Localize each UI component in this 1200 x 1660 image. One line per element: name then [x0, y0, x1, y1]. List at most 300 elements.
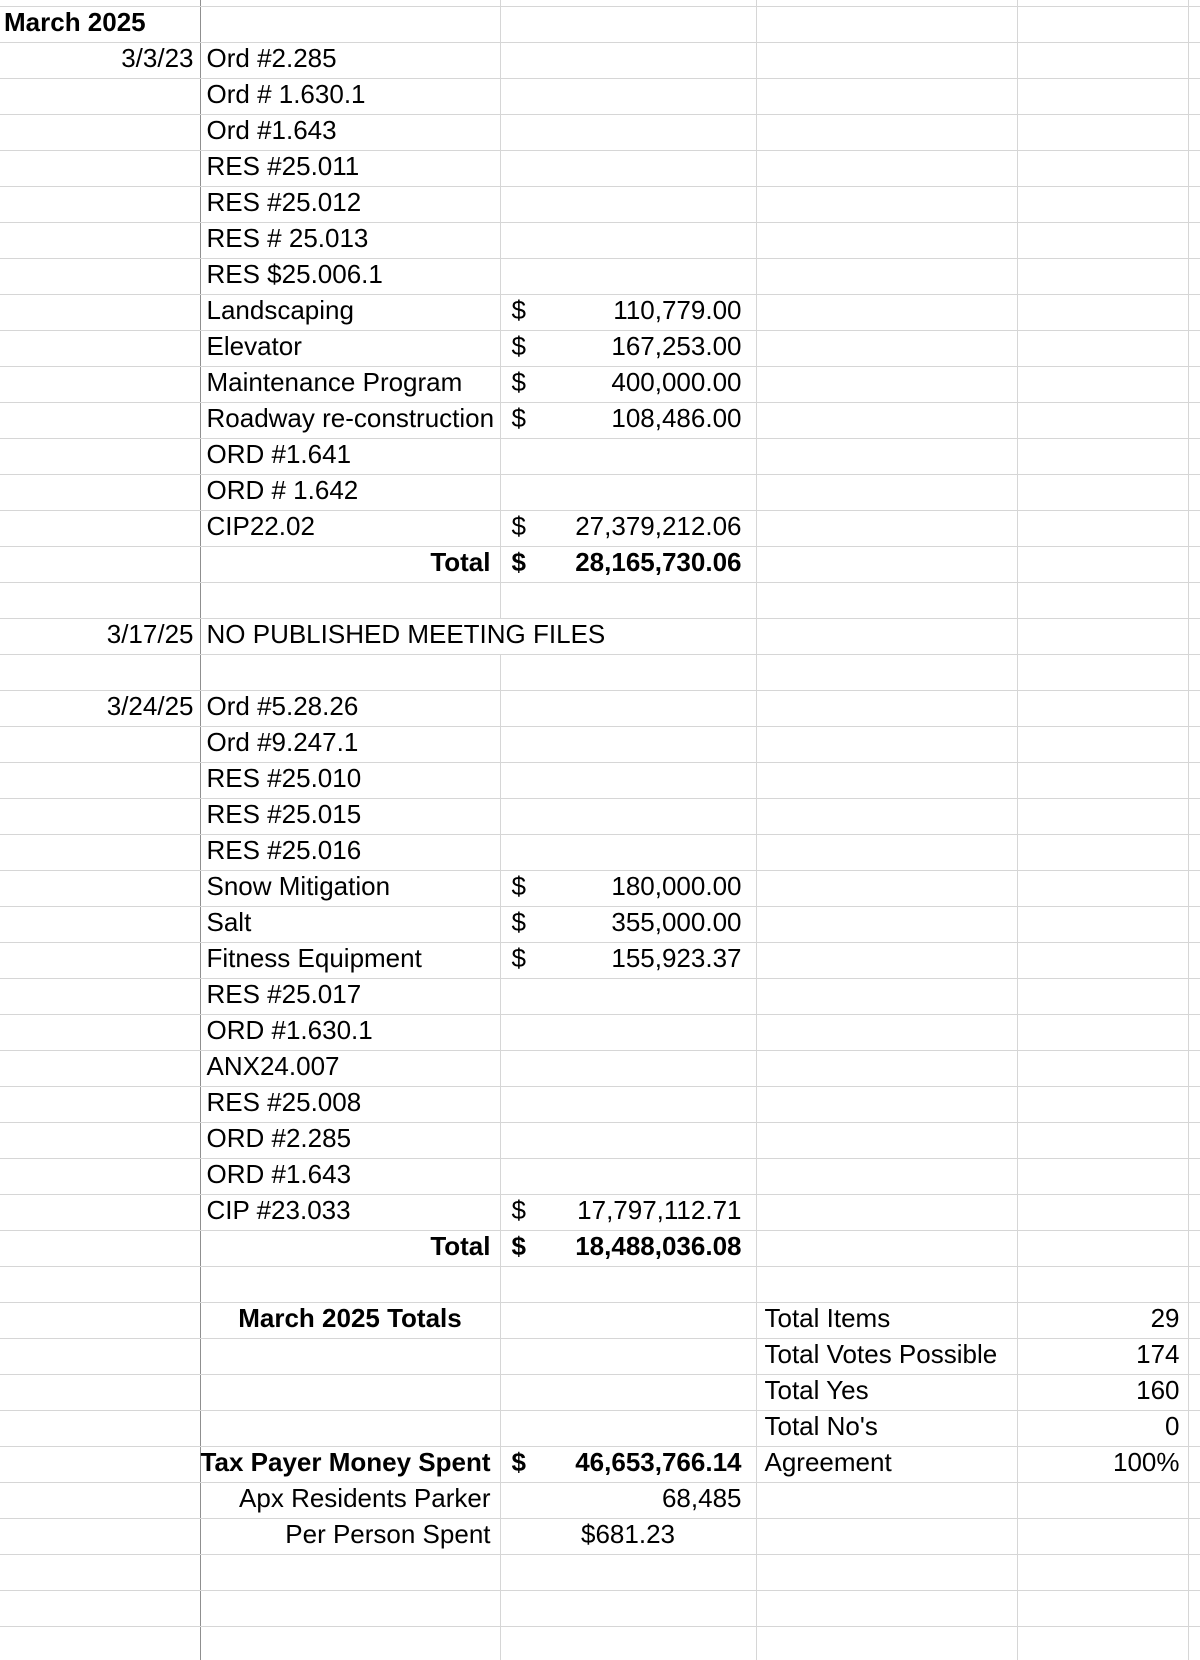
cell-stat-label[interactable] [756, 510, 1017, 546]
cell-stat-value[interactable] [1017, 186, 1188, 222]
cell-amount[interactable] [500, 1230, 756, 1266]
cell-stat-value[interactable] [1017, 906, 1188, 942]
cell-stat-label[interactable] [756, 546, 1017, 582]
cell-amount[interactable] [500, 1446, 756, 1482]
cell-item[interactable] [200, 1086, 500, 1122]
cell-empty[interactable] [1188, 186, 1200, 222]
cell-stat-value[interactable] [1017, 618, 1188, 654]
item-label: RES $25.006.1 [206, 258, 383, 289]
cell-item[interactable] [200, 978, 500, 1014]
cell-stat-value[interactable] [1017, 1086, 1188, 1122]
cell-amount[interactable] [500, 1194, 756, 1230]
cell-date[interactable]: 3/17/25 [0, 618, 200, 654]
cell-empty[interactable] [1188, 402, 1200, 438]
cell-item[interactable] [200, 474, 500, 510]
cell-item[interactable] [200, 366, 500, 402]
cell-empty[interactable] [1188, 906, 1200, 942]
cell-stat-label[interactable] [756, 798, 1017, 834]
cell-empty[interactable] [1188, 6, 1200, 42]
cell-amount[interactable]: $681.23 [500, 1518, 756, 1554]
cell-item[interactable] [200, 1194, 500, 1230]
cell-empty[interactable] [1188, 798, 1200, 834]
cell-stat-label[interactable]: Total Votes Possible [756, 1338, 1017, 1374]
cell-date[interactable] [0, 330, 200, 366]
cell-stat-value[interactable] [1017, 258, 1188, 294]
accounting-cell [501, 907, 756, 938]
cell-empty[interactable] [1188, 1050, 1200, 1086]
cell-stat-value[interactable] [1017, 726, 1188, 762]
cell-item[interactable] [200, 222, 500, 258]
cell-stat-value[interactable] [1017, 1590, 1188, 1626]
cell-stat-value[interactable] [1017, 1230, 1188, 1266]
item-label: Total [430, 1230, 491, 1261]
cell-stat-value[interactable] [1017, 510, 1188, 546]
cell-empty[interactable] [1188, 1482, 1200, 1518]
cell-stat-label[interactable] [756, 78, 1017, 114]
cell-item[interactable] [200, 690, 500, 726]
cell-stat-value[interactable] [1017, 942, 1188, 978]
cell-item[interactable] [200, 510, 500, 546]
cell-stat-label[interactable] [756, 870, 1017, 906]
cell-empty[interactable] [1188, 258, 1200, 294]
cell-date[interactable] [0, 402, 200, 438]
cell-empty[interactable] [1188, 582, 1200, 618]
cell-stat-label[interactable] [756, 1590, 1017, 1626]
cell-stat-value[interactable] [1017, 1554, 1188, 1590]
cell-date[interactable]: 3/24/25 [0, 690, 200, 726]
cell-date[interactable] [0, 510, 200, 546]
cell-item[interactable] [200, 762, 500, 798]
cell-item[interactable] [200, 78, 500, 114]
cell-stat-label[interactable] [756, 1014, 1017, 1050]
cell-date[interactable] [0, 150, 200, 186]
accounting-cell [501, 943, 756, 974]
cell-stat-value[interactable] [1017, 222, 1188, 258]
cell-stat-label[interactable] [756, 1554, 1017, 1590]
cell-stat-label[interactable] [756, 1122, 1017, 1158]
cell-amount[interactable] [500, 1590, 756, 1626]
cell-date[interactable] [0, 762, 200, 798]
cell-item[interactable] [200, 1554, 500, 1590]
cell-date[interactable] [0, 1554, 200, 1590]
cell-item[interactable] [200, 1158, 500, 1194]
table-row [0, 366, 1200, 402]
cell-amount[interactable] [500, 186, 756, 222]
cell-amount[interactable] [500, 906, 756, 942]
item-label: March 2025 Totals [238, 1302, 462, 1333]
item-label: RES #25.010 [206, 762, 362, 793]
cell-stat-value[interactable]: 0 [1017, 1410, 1188, 1446]
cell-stat-value[interactable]: 29 [1017, 1302, 1188, 1338]
cell-empty[interactable] [1188, 546, 1200, 582]
cell-stat-value[interactable] [1017, 1626, 1188, 1660]
cell-item[interactable] [200, 114, 500, 150]
cell-stat-value[interactable]: 100% [1017, 1446, 1188, 1482]
cell-amount[interactable] [500, 1050, 756, 1086]
cell-amount[interactable] [500, 1338, 756, 1374]
cell-stat-label[interactable] [756, 1158, 1017, 1194]
amount-value: 180,000.00 [611, 870, 742, 901]
cell-amount[interactable] [500, 1626, 756, 1660]
cell-date[interactable] [0, 1410, 200, 1446]
cell-amount[interactable] [500, 438, 756, 474]
cell-date[interactable] [0, 870, 200, 906]
cell-empty[interactable] [1188, 1014, 1200, 1050]
cell-empty[interactable] [1188, 1122, 1200, 1158]
cell-stat-value[interactable] [1017, 474, 1188, 510]
cell-item[interactable] [200, 150, 500, 186]
cell-item[interactable] [200, 438, 500, 474]
cell-stat-label[interactable] [756, 762, 1017, 798]
table-row [0, 1266, 1200, 1302]
cell-stat-value[interactable] [1017, 438, 1188, 474]
cell-date[interactable]: 3/3/23 [0, 42, 200, 78]
cell-date[interactable] [0, 1518, 200, 1554]
cell-empty[interactable] [1188, 330, 1200, 366]
cell-item[interactable] [200, 834, 500, 870]
cell-item[interactable] [200, 402, 500, 438]
cell-date[interactable] [0, 258, 200, 294]
table-row [0, 1122, 1200, 1158]
cell-item[interactable] [200, 1338, 500, 1374]
cell-stat-label[interactable] [756, 690, 1017, 726]
cell-date[interactable] [0, 1302, 200, 1338]
table-row [0, 150, 1200, 186]
cell-stat-label[interactable] [756, 6, 1017, 42]
cell-date[interactable] [0, 366, 200, 402]
cell-stat-label[interactable] [756, 1086, 1017, 1122]
cell-item[interactable] [200, 1410, 500, 1446]
item-label: RES #25.017 [206, 978, 362, 1009]
cell-item[interactable] [200, 294, 500, 330]
cell-stat-label[interactable] [756, 1482, 1017, 1518]
cell-item[interactable] [200, 1014, 500, 1050]
item-label: NO PUBLISHED MEETING FILES [206, 618, 606, 649]
cell-stat-value[interactable] [1017, 582, 1188, 618]
cell-empty[interactable] [1188, 654, 1200, 690]
cell-date[interactable] [0, 1014, 200, 1050]
cell-amount[interactable] [500, 366, 756, 402]
cell-amount[interactable] [500, 1086, 756, 1122]
cell-stat-label[interactable] [756, 294, 1017, 330]
cell-amount[interactable] [500, 222, 756, 258]
cell-amount[interactable] [500, 1374, 756, 1410]
cell-amount[interactable] [500, 474, 756, 510]
cell-date[interactable] [0, 942, 200, 978]
cell-stat-label[interactable] [756, 942, 1017, 978]
cell-empty[interactable] [1188, 1626, 1200, 1660]
cell-date[interactable] [0, 798, 200, 834]
cell-date[interactable] [0, 546, 200, 582]
cell-stat-label[interactable] [756, 330, 1017, 366]
cell-stat-label[interactable] [756, 1230, 1017, 1266]
cell-stat-value[interactable] [1017, 1122, 1188, 1158]
cell-empty[interactable] [1188, 1338, 1200, 1374]
cell-date[interactable] [0, 906, 200, 942]
cell-stat-label[interactable] [756, 42, 1017, 78]
cell-item[interactable] [200, 1590, 500, 1626]
cell-amount[interactable] [500, 654, 756, 690]
cell-item[interactable] [200, 1050, 500, 1086]
cell-item[interactable] [200, 726, 500, 762]
cell-empty[interactable] [1188, 1410, 1200, 1446]
cell-stat-label[interactable]: Total Yes [756, 1374, 1017, 1410]
cell-date[interactable] [0, 1590, 200, 1626]
cell-amount[interactable] [500, 1122, 756, 1158]
cell-date[interactable] [0, 1050, 200, 1086]
cell-stat-label[interactable] [756, 582, 1017, 618]
cell-empty[interactable] [1188, 1230, 1200, 1266]
cell-stat-label[interactable] [756, 186, 1017, 222]
cell-stat-label[interactable] [756, 1050, 1017, 1086]
cell-item[interactable] [200, 1122, 500, 1158]
cell-stat-label[interactable] [756, 438, 1017, 474]
cell-stat-label[interactable] [756, 978, 1017, 1014]
cell-amount[interactable] [500, 78, 756, 114]
cell-stat-label[interactable] [756, 114, 1017, 150]
cell-amount[interactable] [500, 510, 756, 546]
cell-date[interactable] [0, 1446, 200, 1482]
cell-date[interactable] [0, 1194, 200, 1230]
cell-stat-label[interactable] [756, 1266, 1017, 1302]
cell-empty[interactable] [1188, 1518, 1200, 1554]
cell-date[interactable] [0, 222, 200, 258]
cell-stat-label[interactable] [756, 654, 1017, 690]
cell-empty[interactable] [1188, 1302, 1200, 1338]
cell-stat-label[interactable] [756, 150, 1017, 186]
cell-stat-label[interactable] [756, 618, 1017, 654]
cell-amount[interactable] [500, 114, 756, 150]
cell-date[interactable] [0, 654, 200, 690]
cell-empty[interactable] [1188, 762, 1200, 798]
cell-stat-value[interactable] [1017, 330, 1188, 366]
cell-empty[interactable] [1188, 1590, 1200, 1626]
cell-stat-value[interactable] [1017, 870, 1188, 906]
table-row [0, 1302, 1200, 1338]
cell-date[interactable] [0, 1122, 200, 1158]
cell-item[interactable] [200, 942, 500, 978]
cell-date[interactable] [0, 1266, 200, 1302]
cell-stat-value[interactable] [1017, 402, 1188, 438]
cell-item[interactable] [200, 618, 756, 654]
cell-stat-label[interactable] [756, 402, 1017, 438]
item-label: Ord # 1.630.1 [206, 78, 366, 109]
table-row [0, 870, 1200, 906]
cell-amount[interactable] [500, 1266, 756, 1302]
cell-stat-value[interactable] [1017, 1518, 1188, 1554]
cell-item[interactable] [200, 654, 500, 690]
cell-stat-value[interactable]: 174 [1017, 1338, 1188, 1374]
cell-empty[interactable] [1188, 150, 1200, 186]
cell-stat-value[interactable] [1017, 1482, 1188, 1518]
cell-date[interactable] [0, 78, 200, 114]
cell-stat-label[interactable]: Total Items [756, 1302, 1017, 1338]
cell-amount[interactable] [500, 762, 756, 798]
cell-date[interactable] [0, 294, 200, 330]
cell-date[interactable] [0, 1086, 200, 1122]
cell-stat-value[interactable] [1017, 114, 1188, 150]
cell-stat-value[interactable] [1017, 1266, 1188, 1302]
item-label: Landscaping [206, 294, 354, 325]
cell-stat-value[interactable] [1017, 1158, 1188, 1194]
cell-empty[interactable] [1188, 1194, 1200, 1230]
cell-amount[interactable] [500, 1302, 756, 1338]
cell-amount[interactable] [500, 1410, 756, 1446]
cell-amount[interactable] [500, 834, 756, 870]
cell-stat-label[interactable] [756, 1194, 1017, 1230]
cell-empty[interactable] [1188, 366, 1200, 402]
cell-item[interactable] [200, 1266, 500, 1302]
cell-amount[interactable] [500, 1014, 756, 1050]
cell-amount[interactable] [500, 1158, 756, 1194]
cell-empty[interactable] [1188, 438, 1200, 474]
cell-stat-label[interactable] [756, 834, 1017, 870]
accounting-cell [501, 403, 756, 434]
cell-stat-label[interactable] [756, 906, 1017, 942]
cell-stat-value[interactable] [1017, 78, 1188, 114]
cell-stat-value[interactable] [1017, 1014, 1188, 1050]
cell-empty[interactable] [1188, 78, 1200, 114]
cell-stat-value[interactable] [1017, 366, 1188, 402]
cell-amount[interactable] [500, 726, 756, 762]
cell-stat-value[interactable] [1017, 690, 1188, 726]
cell-item[interactable] [200, 906, 500, 942]
cell-empty[interactable] [1188, 942, 1200, 978]
cell-empty[interactable] [1188, 1446, 1200, 1482]
cell-amount[interactable] [500, 150, 756, 186]
cell-date[interactable] [0, 1158, 200, 1194]
cell-date[interactable] [0, 1374, 200, 1410]
cell-empty[interactable] [1188, 294, 1200, 330]
cell-stat-value[interactable] [1017, 978, 1188, 1014]
cell-amount[interactable] [500, 798, 756, 834]
cell-item[interactable] [200, 546, 500, 582]
amount-value: 110,779.00 [613, 294, 742, 325]
cell-item[interactable] [200, 330, 500, 366]
cell-amount[interactable] [500, 870, 756, 906]
cell-stat-value[interactable] [1017, 834, 1188, 870]
cell-date[interactable] [0, 834, 200, 870]
cell-empty[interactable] [1188, 834, 1200, 870]
cell-stat-label[interactable] [756, 258, 1017, 294]
cell-stat-label[interactable] [756, 474, 1017, 510]
cell-date[interactable] [0, 186, 200, 222]
cell-stat-value[interactable] [1017, 1194, 1188, 1230]
table-row [0, 1230, 1200, 1266]
cell-amount[interactable] [500, 6, 756, 42]
cell-empty[interactable] [1188, 1158, 1200, 1194]
cell-date[interactable]: March 2025 [0, 6, 200, 42]
cell-item[interactable] [200, 582, 500, 618]
cell-amount[interactable] [500, 582, 756, 618]
cell-date[interactable] [0, 1626, 200, 1660]
cell-stat-value[interactable] [1017, 762, 1188, 798]
cell-empty[interactable] [1188, 1554, 1200, 1590]
cell-empty[interactable] [1188, 726, 1200, 762]
cell-stat-label[interactable] [756, 1518, 1017, 1554]
cell-amount[interactable] [500, 690, 756, 726]
cell-date[interactable] [0, 438, 200, 474]
cell-date[interactable] [0, 582, 200, 618]
cell-amount[interactable] [500, 294, 756, 330]
cell-empty[interactable] [1188, 1374, 1200, 1410]
cell-amount[interactable] [500, 546, 756, 582]
cell-amount[interactable] [500, 402, 756, 438]
cell-date[interactable] [0, 1482, 200, 1518]
cell-date[interactable] [0, 1338, 200, 1374]
cell-stat-value[interactable] [1017, 6, 1188, 42]
cell-stat-value[interactable] [1017, 294, 1188, 330]
cell-stat-value[interactable] [1017, 798, 1188, 834]
cell-item[interactable] [200, 186, 500, 222]
cell-date[interactable] [0, 474, 200, 510]
cell-stat-label[interactable] [756, 1626, 1017, 1660]
cell-date[interactable] [0, 1230, 200, 1266]
cell-item[interactable] [200, 1446, 500, 1482]
cell-amount[interactable] [500, 330, 756, 366]
cell-empty[interactable] [1188, 510, 1200, 546]
cell-stat-label[interactable] [756, 726, 1017, 762]
cell-date[interactable] [0, 726, 200, 762]
cell-item[interactable] [200, 798, 500, 834]
cell-date[interactable] [0, 978, 200, 1014]
table-row [0, 1338, 1200, 1374]
cell-empty[interactable] [1188, 618, 1200, 654]
cell-empty[interactable] [1188, 690, 1200, 726]
cell-empty[interactable] [1188, 42, 1200, 78]
cell-amount[interactable] [500, 42, 756, 78]
item-label: Tax Payer Money Spent [200, 1446, 491, 1477]
cell-stat-value[interactable] [1017, 546, 1188, 582]
cell-amount[interactable] [500, 978, 756, 1014]
cell-stat-label[interactable] [756, 366, 1017, 402]
cell-empty[interactable] [1188, 1086, 1200, 1122]
cell-empty[interactable] [1188, 474, 1200, 510]
cell-stat-value[interactable]: 160 [1017, 1374, 1188, 1410]
cell-amount[interactable]: 68,485 [500, 1482, 756, 1518]
cell-stat-value[interactable] [1017, 654, 1188, 690]
cell-item[interactable] [200, 870, 500, 906]
cell-empty[interactable] [1188, 978, 1200, 1014]
cell-stat-value[interactable] [1017, 1050, 1188, 1086]
cell-date[interactable] [0, 114, 200, 150]
cell-item[interactable] [200, 6, 500, 42]
cell-amount[interactable] [500, 258, 756, 294]
cell-item[interactable] [200, 1302, 500, 1338]
currency-symbol: $ [511, 402, 526, 433]
cell-item[interactable] [200, 1626, 500, 1660]
cell-item[interactable] [200, 1482, 500, 1518]
cell-item[interactable] [200, 42, 500, 78]
cell-stat-value[interactable] [1017, 150, 1188, 186]
cell-empty[interactable] [1188, 870, 1200, 906]
cell-stat-value[interactable] [1017, 42, 1188, 78]
cell-item[interactable] [200, 1374, 500, 1410]
cell-stat-label[interactable]: Total No's [756, 1410, 1017, 1446]
cell-stat-label[interactable]: Agreement [756, 1446, 1017, 1482]
amount-value: 27,379,212.06 [575, 510, 742, 541]
cell-empty[interactable] [1188, 114, 1200, 150]
cell-item[interactable] [200, 258, 500, 294]
cell-stat-label[interactable] [756, 222, 1017, 258]
cell-item[interactable] [200, 1518, 500, 1554]
cell-amount[interactable] [500, 942, 756, 978]
cell-empty[interactable] [1188, 1266, 1200, 1302]
item-label: ORD #1.630.1 [206, 1014, 373, 1045]
cell-empty[interactable] [1188, 222, 1200, 258]
cell-amount[interactable] [500, 1554, 756, 1590]
cell-item[interactable] [200, 1230, 500, 1266]
